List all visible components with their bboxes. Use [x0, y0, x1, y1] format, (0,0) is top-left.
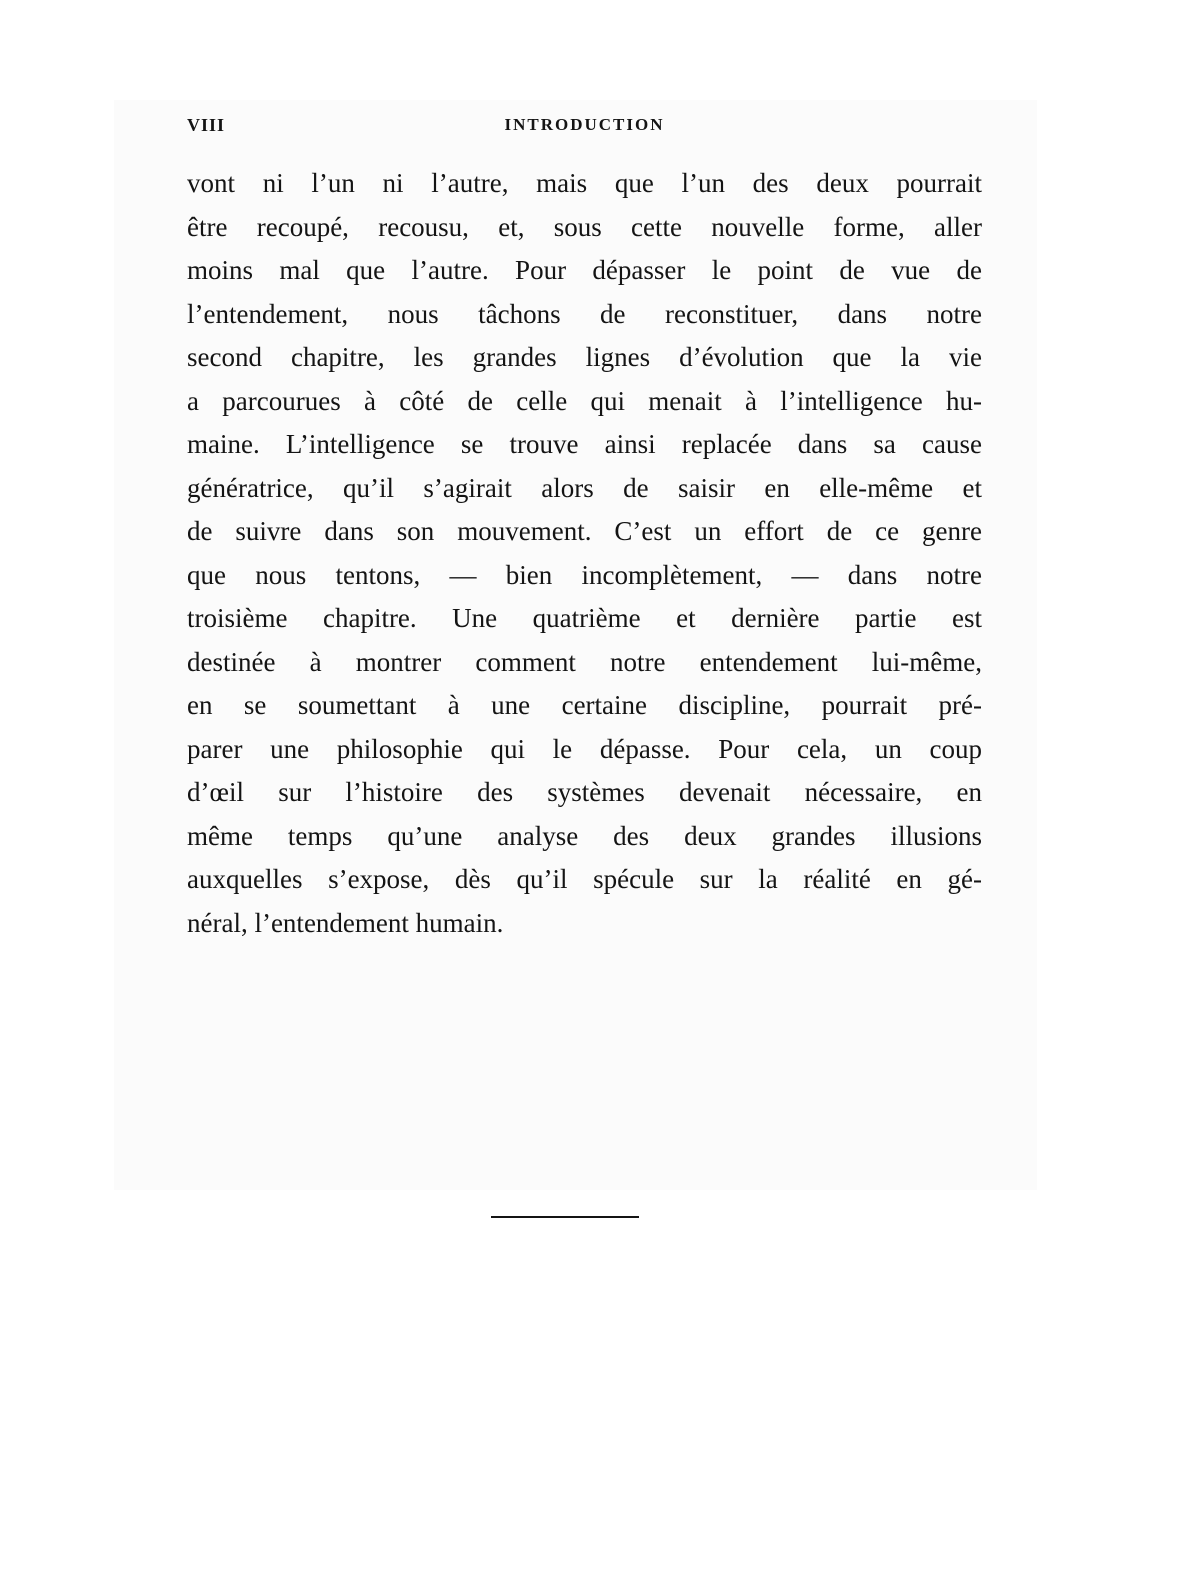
- text-line: second chapitre, les grandes lignes d’évolution que la vie: [187, 342, 982, 372]
- running-title: INTRODUCTION: [504, 115, 665, 134]
- section-end-rule: [491, 1216, 639, 1218]
- text-line: vont ni l’un ni l’autre, mais que l’un des deux pourrait: [187, 168, 982, 198]
- text-line: moins mal que l’autre. Pour dépasser le point de vue de: [187, 255, 982, 285]
- text-line: être recoupé, recousu, et, sous cette nouvelle forme, aller: [187, 211, 982, 242]
- text-line: troisième chapitre. Une quatrième et dernière partie est: [187, 603, 982, 633]
- text-line: en se soumettant à une certaine discipline, pourrait pré-: [187, 690, 982, 720]
- text-line: même temps qu’une analyse des deux grandes illusions: [187, 820, 982, 851]
- text-line: de suivre dans son mouvement. C’est un effort de ce genre: [187, 516, 982, 546]
- text-line: maine. L’intelligence se trouve ainsi replacée dans sa cause: [187, 429, 982, 459]
- running-header: [187, 115, 982, 139]
- page-number: VIII: [187, 115, 226, 135]
- text-line: auxquelles s’expose, dès qu’il spécule sur la réalité en gé-: [187, 864, 982, 894]
- text-line: parer une philosophie qui le dépasse. Pour cela, un coup: [187, 733, 982, 764]
- text-line: néral, l’entendement humain.: [187, 907, 504, 938]
- text-line: destinée à montrer comment notre entendement lui-même,: [187, 646, 982, 677]
- body-text: [187, 162, 982, 945]
- text-line: génératrice, qu’il s’agirait alors de saisir en elle-même et: [187, 472, 982, 503]
- text-line: d’œil sur l’histoire des systèmes devenait nécessaire, en: [187, 777, 982, 807]
- text-line: l’entendement, nous tâchons de reconstituer, dans notre: [187, 298, 982, 329]
- text-line: a parcourues à côté de celle qui menait à l’intelligence hu-: [187, 385, 982, 416]
- text-line: que nous tentons, — bien incomplètement, — dans notre: [187, 559, 982, 590]
